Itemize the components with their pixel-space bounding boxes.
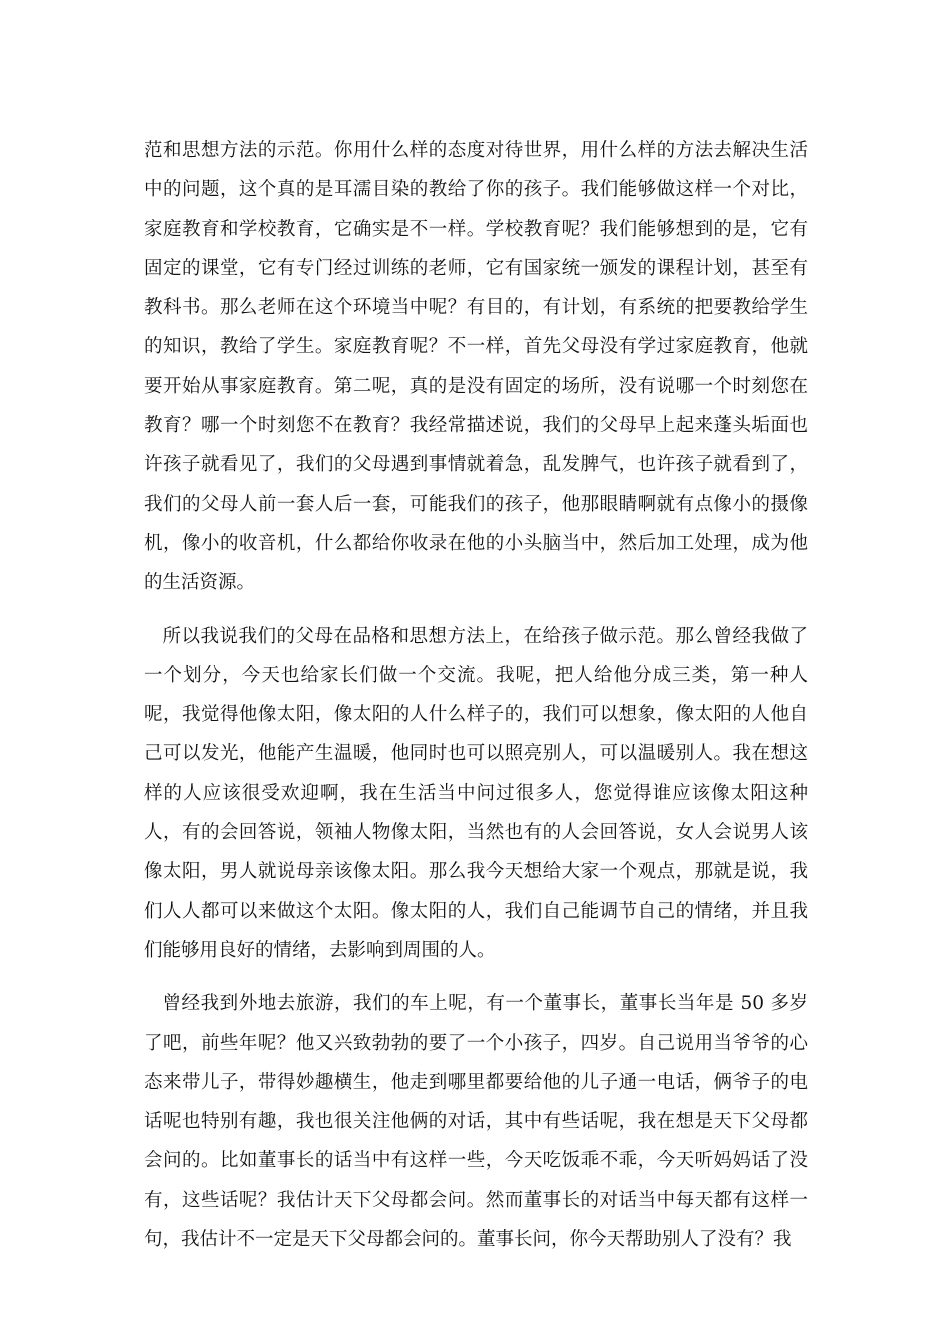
paragraph-1: 范和思想方法的示范。你用什么样的态度对待世界，用什么样的方法去解决生活中的问题，这个真的是耳濡目染的教给了你的孩子。我们能够做这样一个对比，家庭教育和学校教育，它确实是不一样。学校教育呢？我们能够想到的是，它有固定的课堂，它有专门经过训练的老师，它有国家统一颁发的课程计划，甚至有教科书。那么老师在这个环境当中呢？有目的，有计划，有系统的把要教给学生的知识，教给了学生。家庭教育呢？不一样，首先父母没有学过家庭教育，他就要开始从事家庭教育。第二呢，真的是没有固定的场所，没有说哪一个时刻您在教育？哪一个时刻您不在教育？我经常描述说，我们的父母早上起来蓬头垢面也许孩子就看见了，我们的父母遇到事情就着急，乱发脾气，也许孩子就看到了，我们的父母人前一套人后一套，可能我们的孩子，他那眼睛啊就有点像小的摄像机，像小的收音机，什么都给你收录在他的小头脑当中，然后加工处理，成为他的生活资源。 (144, 140, 808, 594)
paragraph-2: 所以我说我们的父母在品格和思想方法上，在给孩子做示范。那么曾经我做了一个划分，今天也给家长们做一个交流。我呢，把人给他分成三类，第一种人呢，我觉得他像太阳，像太阳的人什么样子的，我们可以想象，像太阳的人他自己可以发光，他能产生温暖，他同时也可以照亮别人，可以温暖别人。我在想这样的人应该很受欢迎啊，我在生活当中问过很多人，您觉得谁应该像太阳这种人，有的会回答说，领袖人物像太阳，当然也有的人会回答说，女人会说男人该像太阳，男人就说母亲该像太阳。那么我今天想给大家一个观点，那就是说，我们人人都可以来做这个太阳。像太阳的人，我们自己能调节自己的情绪，并且我们能够用良好的情绪，去影响到周围的人。 (144, 625, 808, 961)
paragraph-3: 曾经我到外地去旅游，我们的车上呢，有一个董事长，董事长当年是 50 多岁了吧，前些年呢？他又兴致勃勃的要了一个小孩子，四岁。自己说用当爷爷的心态来带儿子，带得妙趣横生，他走到哪里都要给他的儿子通一电话，俩爷子的电话呢也特别有趣，我也很关注他俩的对话，其中有些话呢，我在想是天下父母都会问的。比如董事长的话当中有这样一些，今天吃饭乖不乖，今天听妈妈话了没有，这些话呢？我估计天下父母都会问。然而董事长的对话当中每天都有这样一句，我估计不一定是天下父母都会问的。董事长问，你今天帮助别人了没有？我 (144, 993, 808, 1251)
document-body (144, 131, 808, 1259)
